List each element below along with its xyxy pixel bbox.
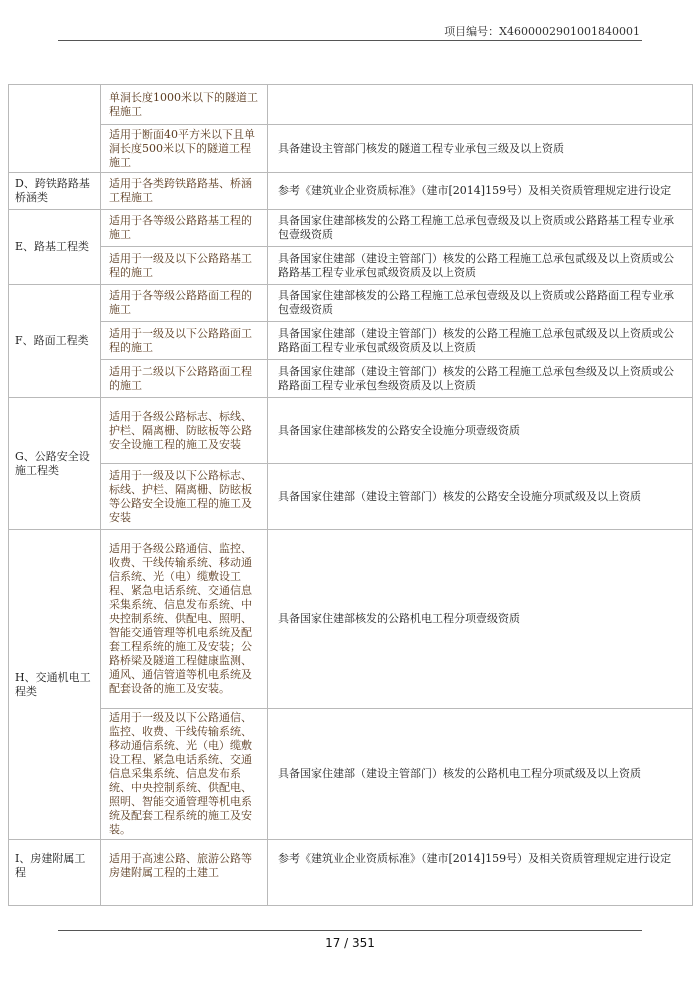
table-row — [9, 210, 693, 247]
qualification-cell: 具备建设主管部门核发的隧道工程专业承包三级及以上资质 — [268, 125, 693, 173]
table-row — [9, 398, 693, 464]
qualification-cell: 具备国家住建部核发的公路安全设施分项壹级资质 — [268, 398, 693, 464]
table-row — [9, 285, 693, 322]
qualification-cell — [268, 85, 693, 125]
category-cell: E、路基工程类 — [9, 210, 101, 285]
category-cell: H、交通机电工程类 — [9, 530, 101, 840]
qualification-cell: 具备国家住建部核发的公路工程施工总承包壹级及以上资质或公路路基工程专业承包壹级资质 — [268, 210, 693, 247]
table-row — [9, 464, 693, 530]
category-cell: I、房建附属工程 — [9, 840, 101, 906]
scope-cell: 适用于高速公路、旅游公路等房建附属工程的土建工 — [101, 840, 268, 906]
table-row — [9, 85, 693, 125]
scope-cell: 适用于断面40平方米以下且单洞长度500米以下的隧道工程施工 — [101, 125, 268, 173]
scope-cell: 适用于各级公路通信、监控、收费、干线传输系统、移动通信系统、光（电）缆敷设工程、紧急电话系统、交通信息采集系统、信息发布系统、中央控制系统、供配电、照明、智能交通管理等机电系统及配套工程系统的施工及安装；公路桥梁及隧道工程健康监测、通风、通信管道等机电系统及配套设备的施工及安装。 — [101, 530, 268, 709]
category-cell: G、公路安全设施工程类 — [9, 398, 101, 530]
qualification-cell: 具备国家住建部（建设主管部门）核发的公路安全设施分项贰级及以上资质 — [268, 464, 693, 530]
page-number: 17 / 351 — [325, 936, 375, 950]
category-cell: D、跨铁路路基桥涵类 — [9, 173, 101, 210]
scope-cell: 适用于一级及以下公路路基工程的施工 — [101, 247, 268, 285]
qualification-cell: 参考《建筑业企业资质标准》（建市[2014]159号）及相关资质管理规定进行设定 — [268, 840, 693, 906]
qualification-cell: 具备国家住建部核发的公路机电工程分项壹级资质 — [268, 530, 693, 709]
scope-cell: 适用于一级及以下公路通信、监控、收费、干线传输系统、移动通信系统、光（电）缆敷设工程、紧急电话系统、交通信息采集系统、信息发布系统、中央控制系统、供配电、照明、智能交通管理等机电系统及配套工程系统的施工及安装。 — [101, 709, 268, 840]
scope-cell: 单洞长度1000米以下的隧道工程施工 — [101, 85, 268, 125]
qualification-cell: 参考《建筑业企业资质标准》（建市[2014]159号）及相关资质管理规定进行设定 — [268, 173, 693, 210]
table-row — [9, 840, 693, 906]
footer-rule — [58, 930, 642, 931]
scope-cell: 适用于各等级公路路面工程的施工 — [101, 285, 268, 322]
qualification-cell: 具备国家住建部（建设主管部门）核发的公路机电工程分项贰级及以上资质 — [268, 709, 693, 840]
table-row — [9, 360, 693, 398]
scope-cell: 适用于一级及以下公路路面工程的施工 — [101, 322, 268, 360]
table-row — [9, 173, 693, 210]
table-row — [9, 322, 693, 360]
table-row — [9, 125, 693, 173]
table-row — [9, 247, 693, 285]
qualification-table — [8, 84, 693, 906]
scope-cell: 适用于各等级公路路基工程的施工 — [101, 210, 268, 247]
header-rule — [58, 40, 642, 41]
scope-cell: 适用于二级以下公路路面工程的施工 — [101, 360, 268, 398]
scope-cell: 适用于各类跨铁路路基、桥涵工程施工 — [101, 173, 268, 210]
qualification-cell: 具备国家住建部（建设主管部门）核发的公路工程施工总承包叁级及以上资质或公路路面工程专业承包叁级资质及以上资质 — [268, 360, 693, 398]
category-cell: F、路面工程类 — [9, 285, 101, 398]
table-row — [9, 709, 693, 840]
category-cell — [9, 85, 101, 173]
qualification-cell: 具备国家住建部（建设主管部门）核发的公路工程施工总承包贰级及以上资质或公路路基工程专业承包贰级资质及以上资质 — [268, 247, 693, 285]
scope-cell: 适用于一级及以下公路标志、标线、护栏、隔离栅、防眩板等公路安全设施工程的施工及安装 — [101, 464, 268, 530]
table-row — [9, 530, 693, 709]
qualification-cell: 具备国家住建部（建设主管部门）核发的公路工程施工总承包贰级及以上资质或公路路面工程专业承包贰级资质及以上资质 — [268, 322, 693, 360]
project-number: 项目编号：X4600002901001840001 — [444, 25, 640, 38]
qualification-cell: 具备国家住建部核发的公路工程施工总承包壹级及以上资质或公路路面工程专业承包壹级资质 — [268, 285, 693, 322]
scope-cell: 适用于各级公路标志、标线、护栏、隔离栅、防眩板等公路安全设施工程的施工及安装 — [101, 398, 268, 464]
